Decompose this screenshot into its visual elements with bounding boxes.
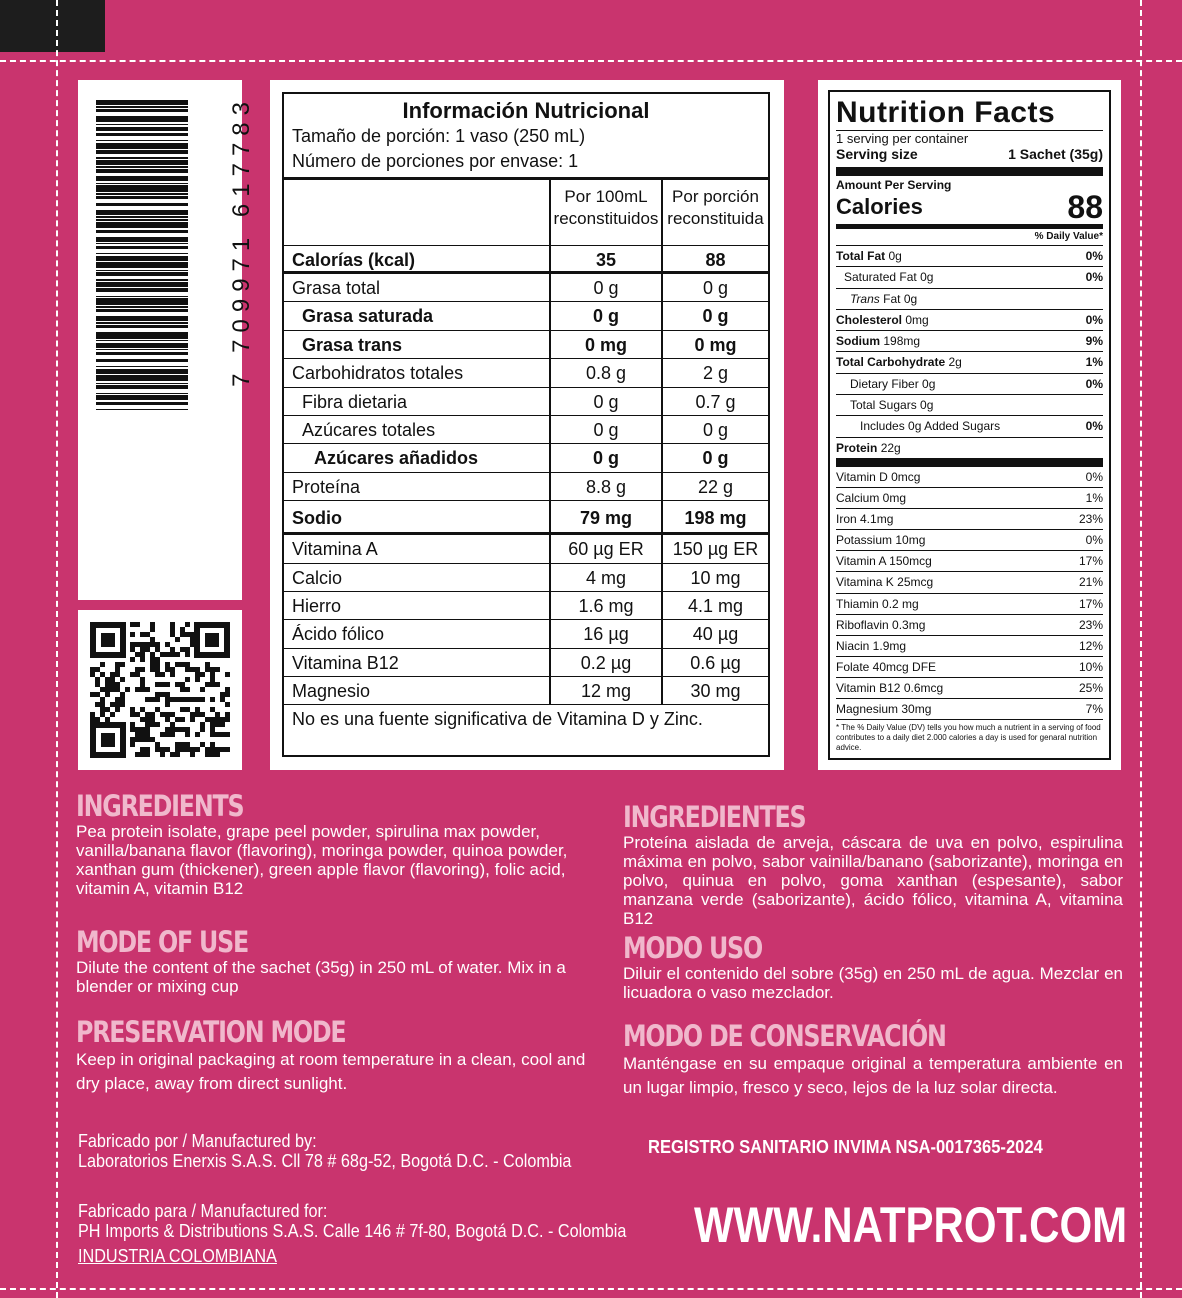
tabla-title: Información Nutricional bbox=[402, 98, 650, 123]
nutrient-row: Total Sugars 0g bbox=[836, 394, 1103, 415]
registro-invima: REGISTRO SANITARIO INVIMA NSA-0017365-2024 bbox=[648, 1137, 1043, 1157]
column-headers bbox=[284, 180, 768, 246]
row-v2: 0 g bbox=[661, 302, 768, 329]
ingredients-title: INGREDIENTS bbox=[76, 789, 244, 823]
cut-line-bottom bbox=[0, 1288, 1182, 1290]
table-row bbox=[284, 331, 768, 359]
row-label: Vitamina A bbox=[292, 539, 378, 560]
ingredients-text: Pea protein isolate, grape peel powder, spirulina max powder, vanilla/banana flavor (flavoring), moringa powder, quinoa powder, xanthan gum (thickener), green apple flavor (flavoring), folic acid, vitamin A, vitamin B12 bbox=[76, 822, 568, 898]
preservation-section bbox=[76, 1016, 596, 1096]
row-v2: 2 g bbox=[661, 359, 768, 386]
row-v2: 0.7 g bbox=[661, 388, 768, 415]
cut-line-top bbox=[0, 60, 1182, 62]
facts-footnote: * The % Daily Value (DV) tells you how much a nutrient in a serving of food contributes to a daily diet 2.000 calories a day is used for genaral nutrition advice. bbox=[836, 723, 1101, 753]
row-v2: 40 µg bbox=[661, 620, 768, 647]
barcode-panel bbox=[78, 80, 242, 600]
row-v1: 0 g bbox=[549, 274, 661, 301]
row-v2: 0 g bbox=[661, 444, 768, 471]
row-v1: 0.8 g bbox=[549, 359, 661, 386]
ingredientes-title: INGREDIENTES bbox=[623, 800, 806, 834]
vitamin-row: Niacin 1.9mg 12% bbox=[836, 636, 1103, 657]
row-v1: 16 µg bbox=[549, 620, 661, 647]
row-v1: 79 mg bbox=[549, 501, 661, 532]
nutrient-row: Protein 22g bbox=[836, 437, 1103, 458]
manufactured-by-text: Laboratorios Enerxis S.A.S. Cll 78 # 68g-52, Bogotá D.C. - Colombia bbox=[78, 1151, 572, 1171]
row-label: Calcio bbox=[292, 567, 343, 588]
col2-header-a: Por porción bbox=[672, 187, 759, 206]
qr-panel bbox=[78, 610, 242, 770]
preservation-title: PRESERVATION MODE bbox=[76, 1015, 346, 1049]
nutrient-row: Saturated Fat 0g 0% bbox=[836, 266, 1103, 287]
row-label: Sodio bbox=[292, 508, 342, 529]
table-row bbox=[284, 535, 768, 563]
col2-header-b: reconstituida bbox=[667, 209, 764, 228]
calorias-row bbox=[284, 246, 768, 274]
row-v2: 198 mg bbox=[661, 501, 768, 532]
row-label: Grasa saturada bbox=[302, 306, 434, 327]
modo-uso-title: MODO USO bbox=[623, 931, 762, 965]
vitamin-row: Iron 4.1mg 23% bbox=[836, 509, 1103, 530]
calories-value: 88 bbox=[1067, 189, 1103, 225]
vitamin-row: Vitamin B12 0.6mcg 25% bbox=[836, 678, 1103, 699]
barcode-digits: 7 709971 617783 bbox=[228, 95, 255, 387]
row-v1: 0.2 µg bbox=[549, 649, 661, 676]
row-v1: 0 g bbox=[549, 444, 661, 471]
row-v2: 0 g bbox=[661, 274, 768, 301]
table-row bbox=[284, 274, 768, 302]
row-v1: 0 g bbox=[549, 388, 661, 415]
vitamin-list bbox=[836, 467, 1103, 720]
mode-of-use-title: MODE OF USE bbox=[76, 925, 249, 959]
manufactured-for-text: PH Imports & Distributions S.A.S. Calle 146 # 7f-80, Bogotá D.C. - Colombia bbox=[78, 1221, 627, 1241]
table-row bbox=[284, 444, 768, 472]
row-v2: 4.1 mg bbox=[661, 592, 768, 619]
conservacion-section bbox=[623, 1020, 1123, 1100]
table-row bbox=[284, 359, 768, 387]
amount-per-serving: Amount Per Serving bbox=[836, 178, 952, 192]
manufactured-by-label: Fabricado por / Manufactured by: bbox=[78, 1131, 317, 1151]
row-label: Vitamina B12 bbox=[292, 652, 399, 673]
row-label: Proteína bbox=[292, 476, 361, 497]
table-row bbox=[284, 416, 768, 444]
calorias-100ml: 35 bbox=[549, 246, 661, 271]
vitamin-row: Magnesium 30mg 7% bbox=[836, 699, 1103, 720]
tamano-porcion: Tamaño de porción: 1 vaso (250 mL) bbox=[292, 126, 586, 146]
calories-row bbox=[836, 189, 1103, 225]
row-v1: 0 mg bbox=[549, 331, 661, 358]
col1-header-b: reconstituidos bbox=[553, 209, 659, 228]
corner-block bbox=[0, 0, 105, 52]
vitamin-row: Vitamin D 0mcg 0% bbox=[836, 467, 1103, 488]
table-row bbox=[284, 388, 768, 416]
nutrient-row: Cholesterol 0mg 0% bbox=[836, 309, 1103, 330]
row-v1: 1.6 mg bbox=[549, 592, 661, 619]
row-v1: 4 mg bbox=[549, 564, 661, 591]
nutrition-facts-panel bbox=[818, 80, 1121, 770]
cut-line-right bbox=[1140, 0, 1142, 1298]
ingredientes-text: Proteína aislada de arveja, cáscara de uva en polvo, espirulina máxima en polvo, sabor vainilla/banano (saborizante), moringa en polvo, quinua en polvo, goma xanthan (espesante), sabor manzana verde (saborizante), ácido fólico, vitamina A, vitamina B12 bbox=[623, 833, 1123, 928]
row-v2: 0.6 µg bbox=[661, 649, 768, 676]
mode-of-use-text: Dilute the content of the sachet (35g) in 250 mL of water. Mix in a blender or mixing cup bbox=[76, 958, 566, 996]
barcode bbox=[96, 100, 188, 490]
servings-per-container: 1 serving per container bbox=[836, 131, 969, 146]
manufactured-for-label: Fabricado para / Manufactured for: bbox=[78, 1201, 328, 1221]
row-v2: 0 g bbox=[661, 416, 768, 443]
serving-size-label: Serving size bbox=[836, 146, 918, 162]
row-v1: 0 g bbox=[549, 416, 661, 443]
daily-value-header: % Daily Value* bbox=[1034, 231, 1103, 242]
modo-uso-section bbox=[623, 932, 1123, 1002]
qr-code-icon bbox=[90, 622, 230, 758]
mode-of-use-section bbox=[76, 926, 596, 996]
tabla-nota: No es una fuente significativa de Vitamina D y Zinc. bbox=[292, 709, 703, 730]
cut-line-left bbox=[56, 0, 58, 1298]
nutrient-row: Total Fat 0g 0% bbox=[836, 245, 1103, 266]
table-row bbox=[284, 677, 768, 705]
vitamin-row: Calcium 0mg 1% bbox=[836, 488, 1103, 509]
serving-size-value: 1 Sachet (35g) bbox=[1008, 146, 1103, 162]
row-v2: 30 mg bbox=[661, 677, 768, 704]
calorias-label: Calorías (kcal) bbox=[292, 250, 416, 270]
nutrition-facts bbox=[828, 90, 1111, 760]
tabla-header bbox=[284, 94, 768, 180]
nutrient-row: Dietary Fiber 0g 0% bbox=[836, 373, 1103, 394]
table-row bbox=[284, 302, 768, 330]
table-row bbox=[284, 473, 768, 501]
manufactured-for bbox=[78, 1201, 626, 1241]
row-label: Azúcares totales bbox=[302, 419, 436, 440]
vitamin-row: Potassium 10mg 0% bbox=[836, 530, 1103, 551]
row-v1: 12 mg bbox=[549, 677, 661, 704]
row-v2: 10 mg bbox=[661, 564, 768, 591]
modo-uso-text: Diluir el contenido del sobre (35g) en 250 mL de agua. Mezclar en licuadora o vaso mezclador. bbox=[623, 964, 1123, 1002]
table-row bbox=[284, 649, 768, 677]
nutrient-row: Sodium 198mg 9% bbox=[836, 330, 1103, 351]
preservation-text: Keep in original packaging at room temperature in a clean, cool and dry place, away from direct sunlight. bbox=[76, 1050, 586, 1093]
nutrient-row: Trans Fat 0g bbox=[836, 288, 1103, 309]
manufactured-by bbox=[78, 1131, 571, 1171]
nutrient-row: Total Carbohydrate 2g 1% bbox=[836, 351, 1103, 372]
website-url[interactable]: WWW.NATPROT.COM bbox=[694, 1197, 1128, 1253]
vitamin-row: Riboflavin 0.3mg 23% bbox=[836, 615, 1103, 636]
row-label: Carbohidratos totales bbox=[292, 363, 464, 384]
ingredients-section bbox=[76, 790, 596, 898]
vitamin-row: Folate 40mcg DFE 10% bbox=[836, 657, 1103, 678]
tabla-nutricional-panel bbox=[270, 80, 784, 770]
row-v1: 0 g bbox=[549, 302, 661, 329]
row-label: Hierro bbox=[292, 595, 342, 616]
industria-colombiana: INDUSTRIA COLOMBIANA bbox=[78, 1246, 277, 1266]
calories-label: Calories bbox=[836, 194, 923, 219]
serving-size bbox=[836, 146, 1103, 167]
row-label: Magnesio bbox=[292, 681, 371, 702]
row-label: Ácido fólico bbox=[292, 624, 385, 645]
row-v1: 8.8 g bbox=[549, 473, 661, 500]
row-v1: 60 µg ER bbox=[549, 535, 661, 562]
vitamin-row: Thiamin 0.2 mg 17% bbox=[836, 594, 1103, 615]
numero-porciones: Número de porciones por envase: 1 bbox=[292, 151, 579, 171]
facts-title: Nutrition Facts bbox=[836, 96, 1056, 129]
vitamin-row: Vitamin A 150mcg 17% bbox=[836, 551, 1103, 572]
table-row bbox=[284, 564, 768, 592]
table-row bbox=[284, 592, 768, 620]
row-label: Grasa total bbox=[292, 278, 381, 298]
ingredientes-section bbox=[623, 801, 1123, 928]
row-label: Grasa trans bbox=[302, 334, 403, 355]
row-v2: 150 µg ER bbox=[661, 535, 768, 562]
row-label: Azúcares añadidos bbox=[314, 448, 479, 469]
conservacion-title: MODO DE CONSERVACIÓN bbox=[623, 1019, 946, 1053]
table-row bbox=[284, 620, 768, 648]
col1-header-a: Por 100mL bbox=[564, 187, 648, 206]
row-v2: 0 mg bbox=[661, 331, 768, 358]
conservacion-text: Manténgase en su empaque original a temperatura ambiente en un lugar limpio, fresco y seco, lejos de la luz solar directa. bbox=[623, 1054, 1123, 1097]
calorias-porcion: 88 bbox=[661, 246, 768, 271]
row-label: Fibra dietaria bbox=[302, 391, 408, 412]
sodio-row bbox=[284, 501, 768, 535]
tabla-nutricional bbox=[282, 92, 770, 757]
row-v2: 22 g bbox=[661, 473, 768, 500]
nutrient-row: Includes 0g Added Sugars 0% bbox=[836, 415, 1103, 436]
vitamin-row: Vitamina K 25mcg 21% bbox=[836, 572, 1103, 593]
